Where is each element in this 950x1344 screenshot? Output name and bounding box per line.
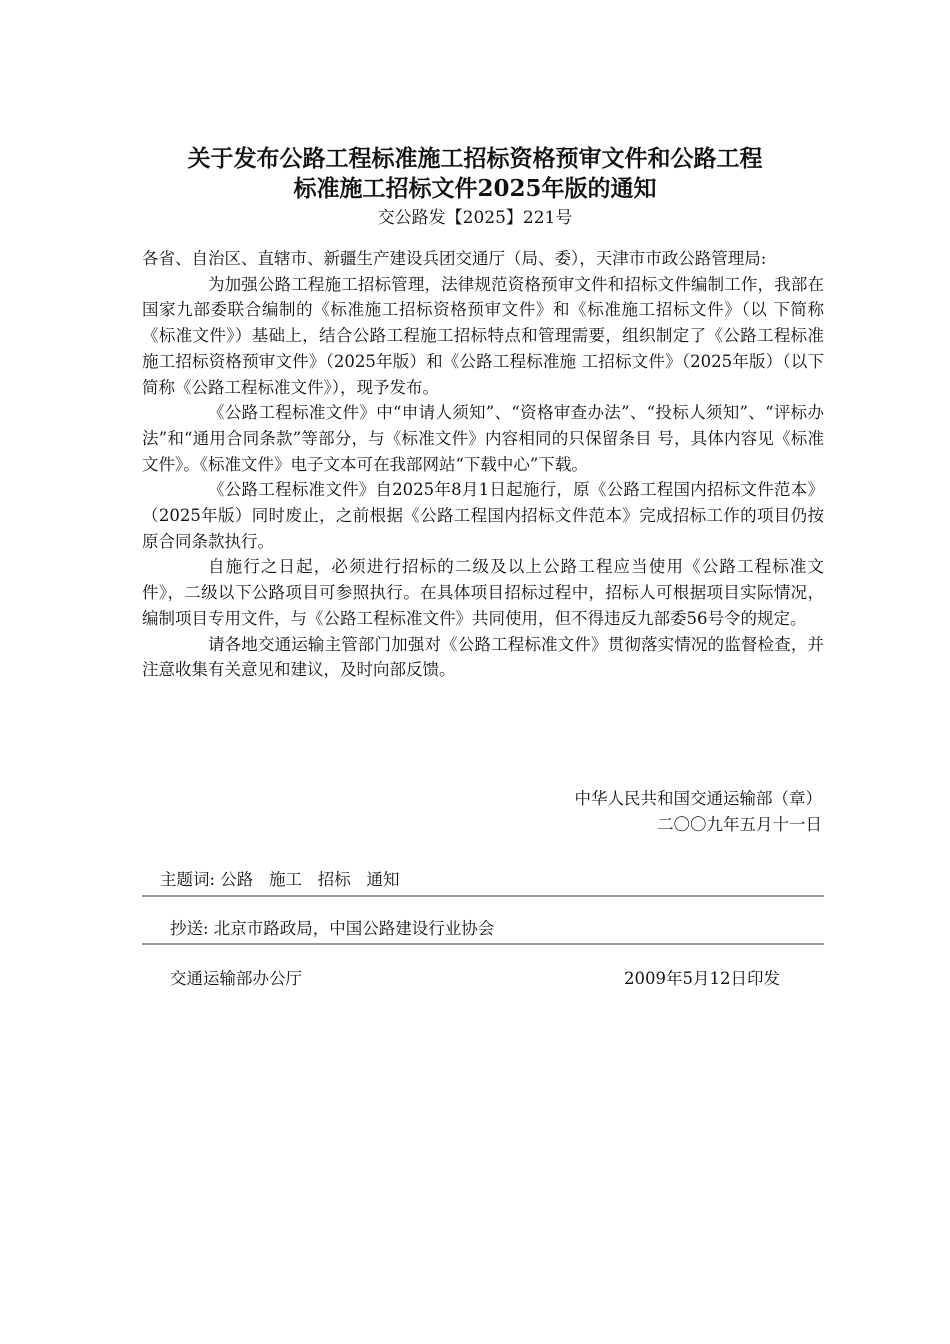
cc-line: 抄送: 北京市路政局，中国公路建设行业协会 <box>170 919 495 938</box>
document-title <box>0 144 950 204</box>
subject-keywords: 主题词: 公路 施工 招标 通知 <box>160 870 400 889</box>
signature-date: 二〇〇九年五月十一日 <box>657 815 822 834</box>
paragraph: 请各地交通运输主管部门加强对《公路工程标准文件》贯彻落实情况的监督检查，并注意收集有关意见和建议，及时向部反馈。 <box>142 634 824 680</box>
print-date: 2009年5月12日印发 <box>624 969 780 988</box>
divider-line <box>142 943 824 945</box>
document-number: 交公路发【2025】221号 <box>377 208 573 228</box>
paragraph: 自施行之日起，必须进行招标的二级及以上公路工程应当使用《公路工程标准文件》，二级以下公路项目可参照执行。在具体项目招标过程中，招标人可根据项目实际情况，编制项目专用文件，与《公路工程标准文件》共同使用，但不得违反九部委56号令的规定。 <box>142 557 824 628</box>
issuing-office: 交通运输部办公厅 <box>170 969 302 988</box>
signature-block <box>575 786 823 838</box>
paragraph: 为加强公路工程施工招标管理，法律规范资格预审文件和招标文件编制工作，我部在国家九部委联合编制的《标准施工招标资格预审文件》和《标准施工招标文件》（以 下简称《标准文件》）基础上，结合公路工程施工招标特点和管理需要，组织制定了《公路工程标准施工招标资格预审文件》（2025年版）和《公路工程标准施 工招标文件》（2025年版）（以下简称《公路工程标准文件》），现予发布。 <box>142 274 824 397</box>
title-line-1: 关于发布公路工程标准施工招标资格预审文件和公路工程 <box>187 145 763 172</box>
recipients-line: 各省、自治区、直辖市、新疆生产建设兵团交通厅（局、委），天津市市政公路管理局: <box>142 249 767 268</box>
paragraph: 《公路工程标准文件》自2025年8月1日起施行，原《公路工程国内招标文件范本》（2025年版）同时废止，之前根据《公路工程国内招标文件范本》完成招标工作的项目仍按原合同条款执行。 <box>142 480 824 551</box>
divider-line <box>142 895 824 897</box>
document-body <box>142 246 824 683</box>
paragraph: 《公路工程标准文件》中“申请人须知”、“资格审查办法”、“投标人须知”、“评标办法”和“通用合同条款”等部分，与《标准文件》内容相同的只保留条目 号，具体内容见《标准文件》。《标准文件》电子文本可在我部网站“下载中心”下载。 <box>142 403 824 474</box>
signature-organization: 中华人民共和国交通运输部（章） <box>574 789 822 808</box>
title-line-2: 标准施工招标文件2025年版的通知 <box>293 175 657 202</box>
